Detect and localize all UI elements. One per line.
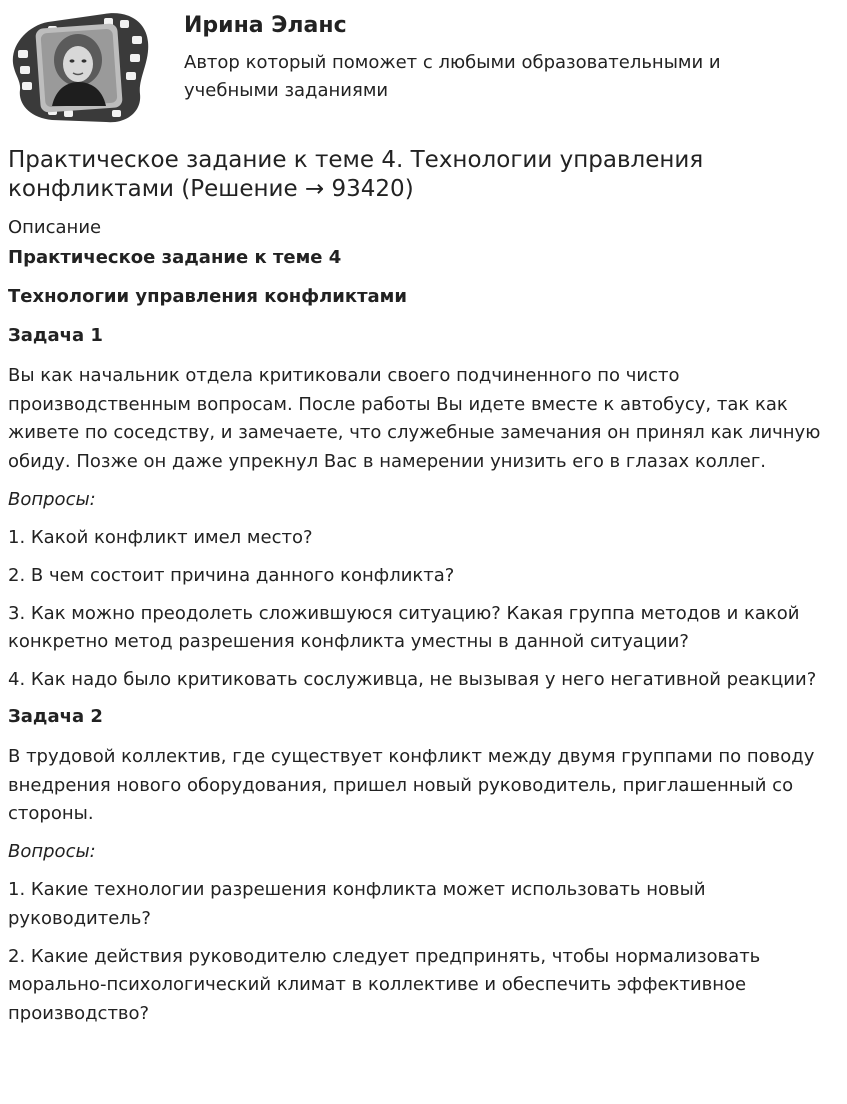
author-card (0, 0, 847, 140)
task-1-questions-label: Вопросы: (8, 488, 96, 510)
description-label: Описание (8, 217, 102, 238)
task-1-question: 2. В чем состоит причина данного конфликта? (8, 564, 455, 586)
task-1-title: Задача 1 (8, 325, 103, 346)
task-2-title: Задача 2 (8, 706, 103, 727)
film-strip-photo-frame-icon (8, 8, 150, 126)
heading-practical-task: Практическое задание к теме 4 (8, 247, 342, 268)
document-content (8, 146, 839, 1038)
task-1-question: 3. Как можно преодолеть сложившуюся ситуацию? Какая группа методов и какой конкретно метод разрешения конфликта уместны в данной ситуации? (8, 602, 800, 652)
task-2-question: 2. Какие действия руководителю следует предпринять, чтобы нормализовать морально-психологический климат в коллективе и обеспечить эффективное производство? (8, 945, 761, 1024)
heading-conflict-technologies: Технологии управления конфликтами (8, 286, 407, 307)
author-bio: Автор который поможет с любыми образовательными и учебными заданиями (184, 52, 721, 101)
task-1-text: Вы как начальник отдела критиковали своего подчиненного по чисто производственным вопросам. После работы Вы идете вместе к автобусу, так как живете по соседству, и замечаете, что служебные замечания он принял как личную обиду. Позже он даже упрекнул Вас в намерении унизить его в глазах коллег. (8, 365, 821, 472)
task-1-question: 1. Какой конфликт имел место? (8, 526, 313, 548)
author-name[interactable]: Ирина Эланс (184, 13, 347, 38)
page-title: Практическое задание к теме 4. Технологии управления конфликтами (Решение → 93420) (8, 147, 704, 202)
author-avatar[interactable] (8, 8, 150, 126)
task-1-question: 4. Как надо было критиковать сослуживца, не вызывая у него негативной реакции? (8, 669, 817, 690)
task-2-questions-label: Вопросы: (8, 841, 96, 862)
task-2-question: 1. Какие технологии разрешения конфликта может использовать новый руководитель? (8, 879, 706, 929)
task-2-text: В трудовой коллектив, где существует конфликт между двумя группами по поводу внедрения нового оборудования, пришел новый руководитель, приглашенный со стороны. (8, 746, 815, 824)
